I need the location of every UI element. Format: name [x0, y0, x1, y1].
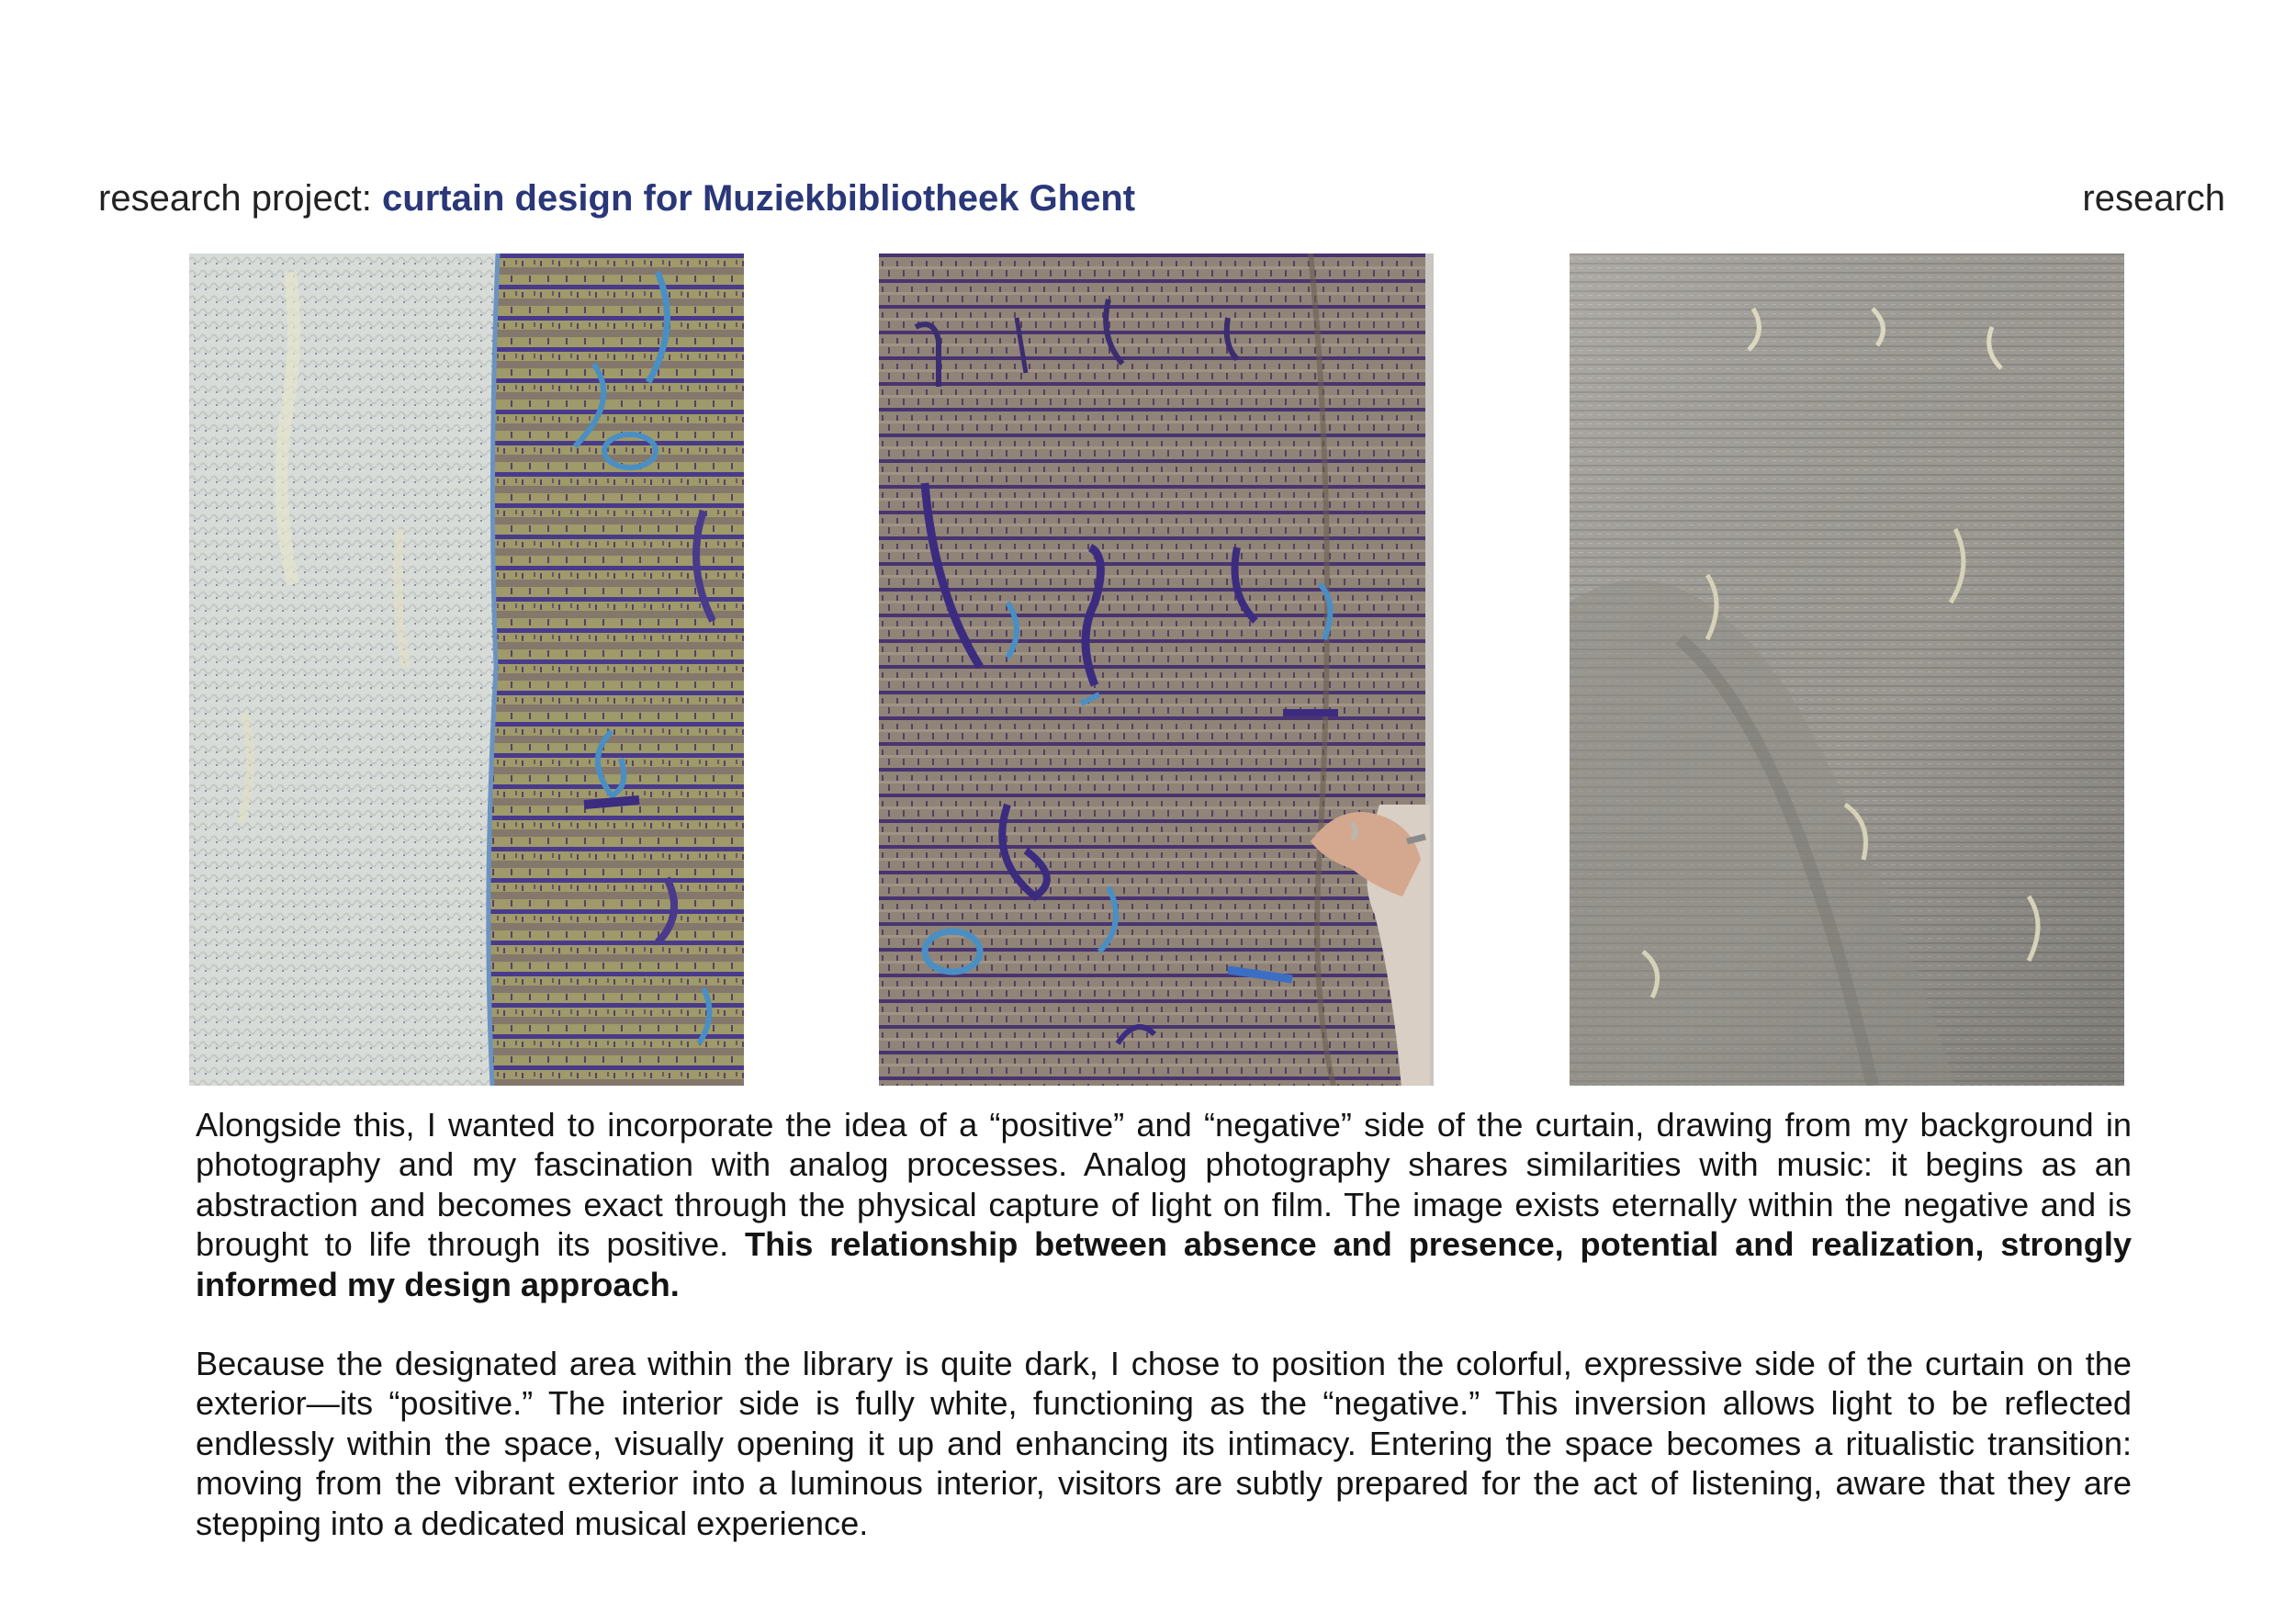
- page-header: [98, 173, 1135, 224]
- paragraph-positive-negative: [196, 1105, 2132, 1304]
- project-title: curtain design for Muziekbibliotheek Ghent: [382, 178, 1136, 219]
- paragraph-interior-exterior: Because the designated area within the library is quite dark, I chose to position the colorful, expressive side of the curtain on the exterior—its “positive.” The interior side is fully white, functioning as the “negative.” This inversion allows light to be reflected endlessly within the space, visually opening it up and enhancing its intimacy. Entering the space becomes a ritualistic transition: moving from the vibrant exterior into a luminous interior, visitors are subtly prepared for the act of listening, aware that they are stepping into a dedicated musical experience.: [196, 1345, 2132, 1542]
- header-prefix: research project:: [98, 178, 383, 219]
- section-label: research: [2082, 178, 2225, 219]
- paragraph-1-emphasis: This relationship between absence and presence, potential and realization, strongly informed my design approach.: [196, 1225, 2132, 1303]
- patterned-curtain-with-hand-photo: [879, 254, 1434, 1086]
- grey-draped-fabric-photo: [1570, 254, 2124, 1086]
- fabric-split-white-and-patterned-photo: [189, 254, 744, 1086]
- paragraph-1-text: Alongside this, I wanted to incorporate the idea of a “positive” and “negative” side of the curtain, drawing from my background in photography and my fascination with analog processes. Analog photography shares similarities with music: it begins as an abstraction and becomes exact through the physical capture of light on film. The image exists eternally within the negative and is brought to life through its positive.: [196, 1106, 2132, 1264]
